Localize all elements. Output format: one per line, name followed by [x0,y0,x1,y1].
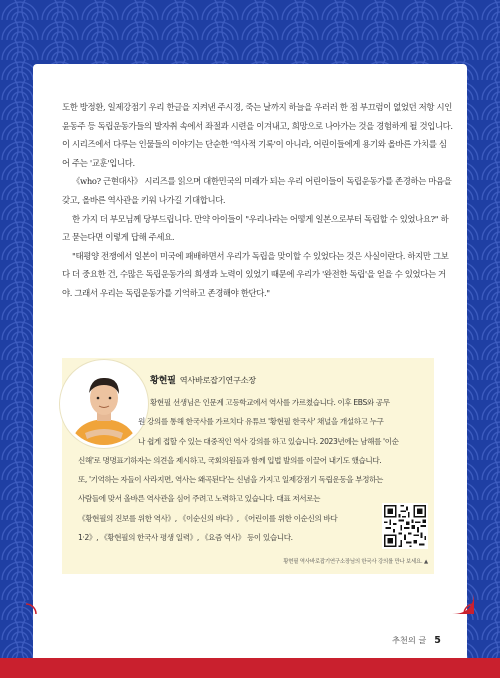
author-name-text: 황현필 [150,375,176,386]
bio-line: 나 쉽게 접할 수 있는 대중적인 역사 강의를 하고 있습니다. 2023년에는 남해를 '이순 [138,436,399,446]
bio-line: 원 강의를 통해 한국사를 가르치다 유튜브 '황현필 한국사' 채널을 개설하고 누구 [138,417,384,427]
bio-line: 1·2》, 《황현필의 한국사 평생 일력》, 《요즘 역사》 등이 있습니다. [78,533,293,543]
bio-line: 황현필 선생님은 인문계 고등학교에서 역사를 가르쳤습니다. 이후 EBS와 공무 [150,398,390,407]
corner-ornament-right [452,592,474,614]
author-role: 역사바로잡기연구소장 [179,375,256,385]
page-footer [392,635,441,646]
footer-section: 추천의 글 [392,635,427,645]
body-text [62,98,454,303]
qr-code-icon[interactable] [382,503,428,549]
author-name [150,372,256,386]
qr-caption: 황현필 역사바로잡기연구소장님의 한국사 강의를 만나 보세요. ▲ [283,559,428,565]
bio-line: 사람들에 맞서 올바른 역사관을 심어 주려고 노력하고 있습니다. 대표 저서로는 [78,494,321,504]
bio-line: 《황현필의 진보를 위한 역사》, 《이순신의 바다》, 《어린이를 위한 이순신의 바다 [78,513,338,523]
corner-ornament-left [26,592,48,614]
bottom-red-band [0,658,500,678]
page-number: 5 [434,635,441,646]
paragraph-4: "태평양 전쟁에서 일본이 미국에 패배하면서 우리가 독립을 맞이할 수 있었다는 것은 사실이란다. 하지만 그보다 더 중요한 건, 수많은 독립운동가의 희생과 노력이 있었기 때문에 우리가 '완전한 독립'을 얻을 수 있었다는 거야. 그래서 우리는 독립운동가를 기억하고 존경해야 한단다." [62,250,449,298]
paragraph-1: 도한 방정환, 일제강점기 우리 한글을 지켜낸 주시경, 죽는 날까지 하늘을 우러러 한 점 부끄럼이 없었던 저항 시인 윤동주 등 독립운동가들의 발자취 속에서 좌절과 시련을 이겨내고, 희망으로 나아가는 것을 경험하게 될 것입니다. 이 시리즈에서 다루는 인물들의 이야기는 단순한 '역사적 기록'이 아니라, 어린이들에게 용기와 올바른 가치를 심어 주는 '교훈'입니다. [62,102,453,168]
paragraph-3: 한 가지 더 부모님께 당부드립니다. 만약 아이들이 "우리나라는 어떻게 일본으로부터 독립할 수 있었나요?" 하고 묻는다면 이렇게 답해 주세요. [62,213,449,243]
author-bio-text [78,393,430,547]
bio-line: 신해'로 명명표기하자는 의견을 제시하고, 국회의원들과 함께 입법 발의를 이끌어 내기도 했습니다. [78,455,382,465]
bio-line: 또, '기억하는 자들이 사라지면, 역사는 왜곡된다'는 신념을 가지고 일제강점기 독립운동을 부정하는 [78,475,383,485]
paragraph-2: 《who? 근현대사》 시리즈를 읽으며 대한민국의 미래가 되는 우리 어린이들이 독립운동가를 존경하는 마음을 갖고, 올바른 역사관을 키워 나가길 기대합니다. [62,176,452,205]
